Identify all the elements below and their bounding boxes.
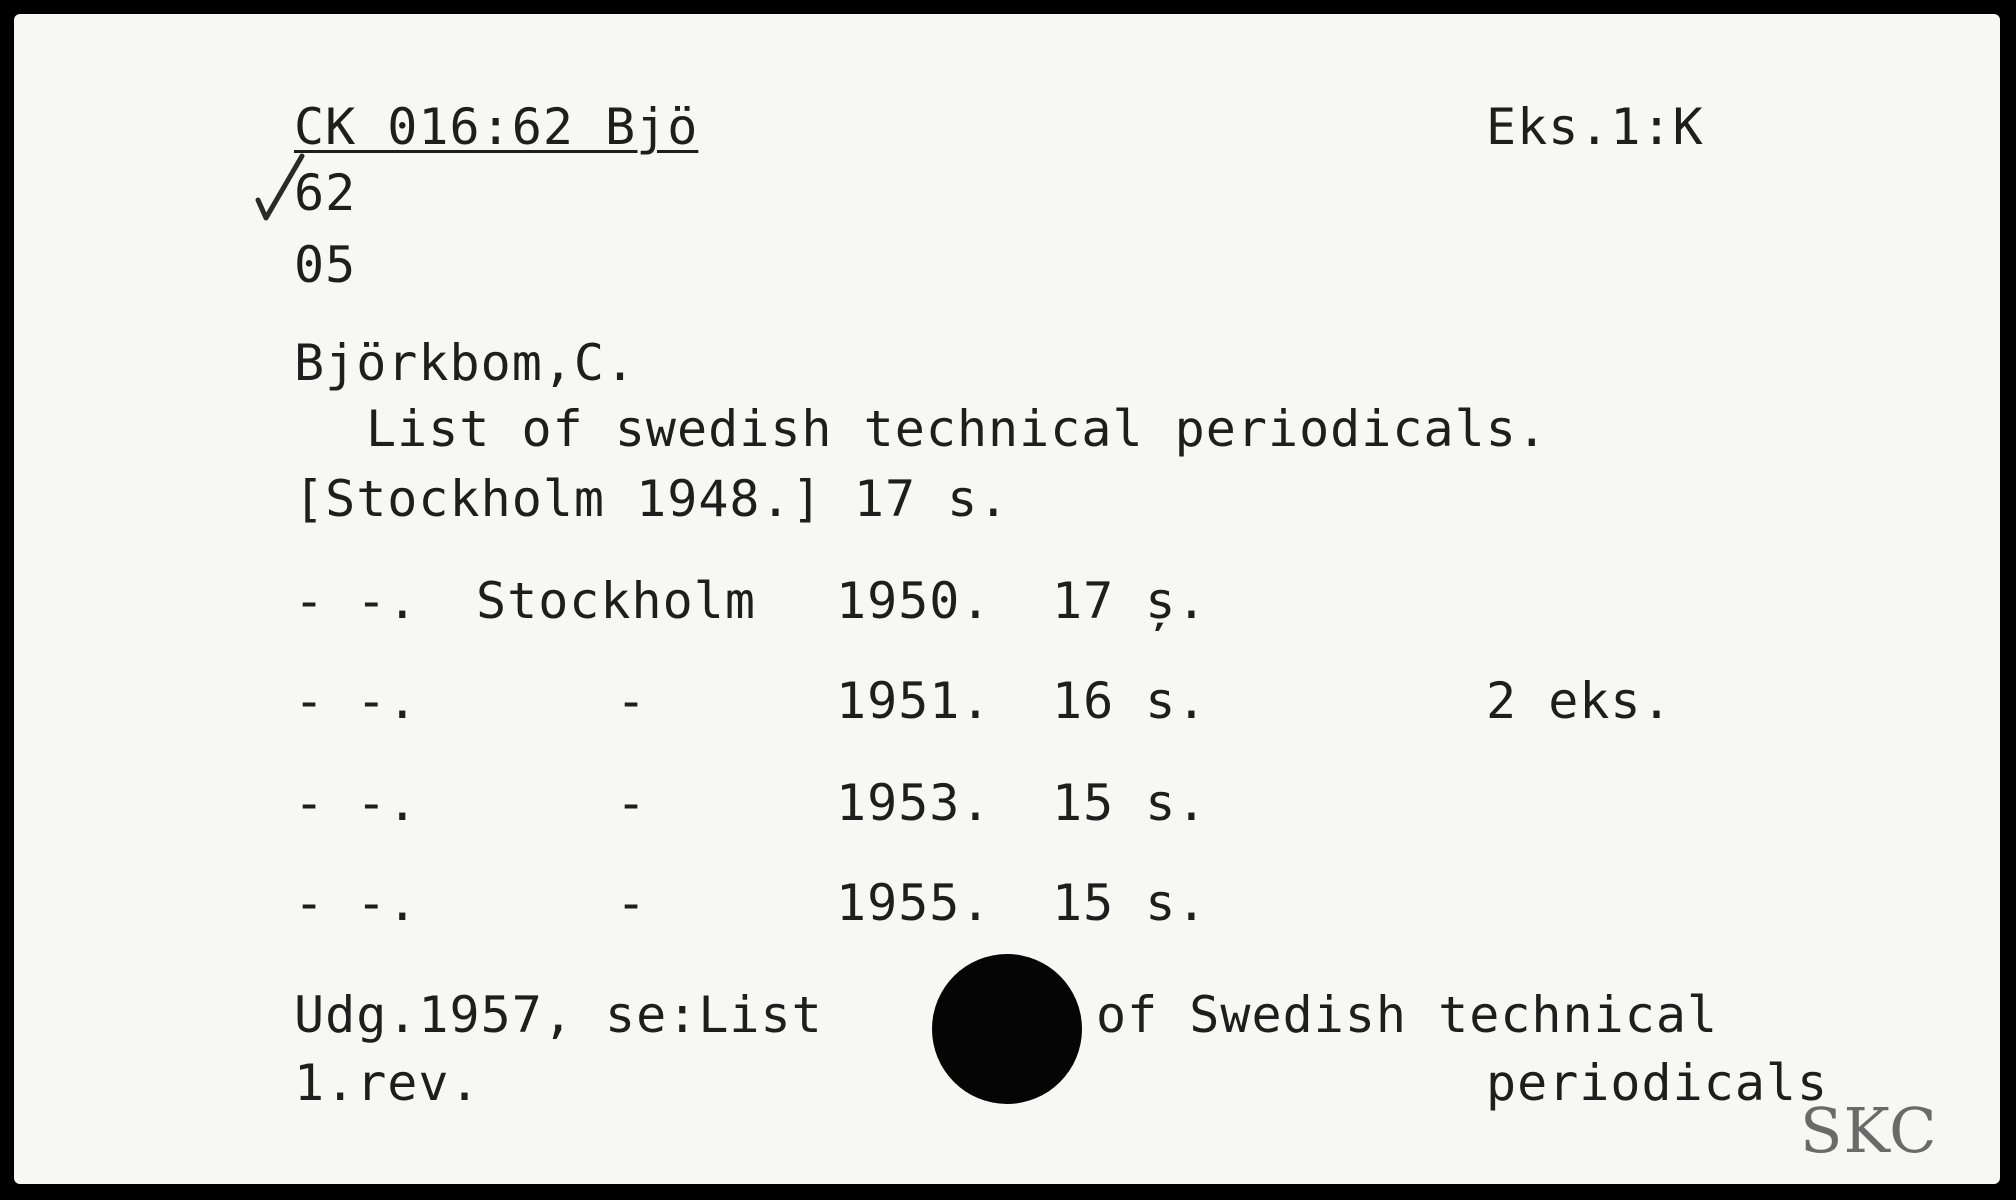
author-name: Björkbom,C. <box>294 334 637 392</box>
edition-place: - <box>616 672 648 730</box>
catalog-card <box>14 14 2000 1184</box>
edition-dash: - -. <box>294 572 419 630</box>
edition-pages: 15 s. <box>1052 774 1208 832</box>
note-line-2-start: 1.rev. <box>294 1054 481 1112</box>
skc-stamp: SKC <box>1800 1094 1938 1167</box>
book-title: List of swedish technical periodicals. <box>366 400 1548 458</box>
edition-pages: 17 ș. <box>1052 572 1208 630</box>
edition-pages: 15 s. <box>1052 874 1208 932</box>
edition-place: Stockholm <box>476 572 756 630</box>
copies-note: 2 eks. <box>1486 672 1673 730</box>
note-line-1-start: Udg.1957, se:List <box>294 986 823 1044</box>
note-line-2-end: periodicals <box>1486 1054 1829 1112</box>
edition-year: 1955. <box>836 874 992 932</box>
edition-dash: - -. <box>294 874 419 932</box>
edition-year: 1951. <box>836 672 992 730</box>
edition-year: 1950. <box>836 572 992 630</box>
note-line-1-end: of Swedish technical <box>1096 986 1719 1044</box>
edition-place: - <box>616 774 648 832</box>
punch-hole-icon <box>932 954 1082 1104</box>
edition-dash: - -. <box>294 672 419 730</box>
copy-location: Eks.1:K <box>1486 98 1704 156</box>
call-number: CK 016:62 Bjö <box>294 98 699 156</box>
edition-year: 1953. <box>836 774 992 832</box>
class-number-2: 05 <box>294 236 357 294</box>
edition-place: - <box>616 874 648 932</box>
edition-dash: - -. <box>294 774 419 832</box>
class-number-1: 62 <box>294 164 357 222</box>
edition-pages: 16 s. <box>1052 672 1208 730</box>
imprint: [Stockholm 1948.] 17 s. <box>294 470 1010 528</box>
